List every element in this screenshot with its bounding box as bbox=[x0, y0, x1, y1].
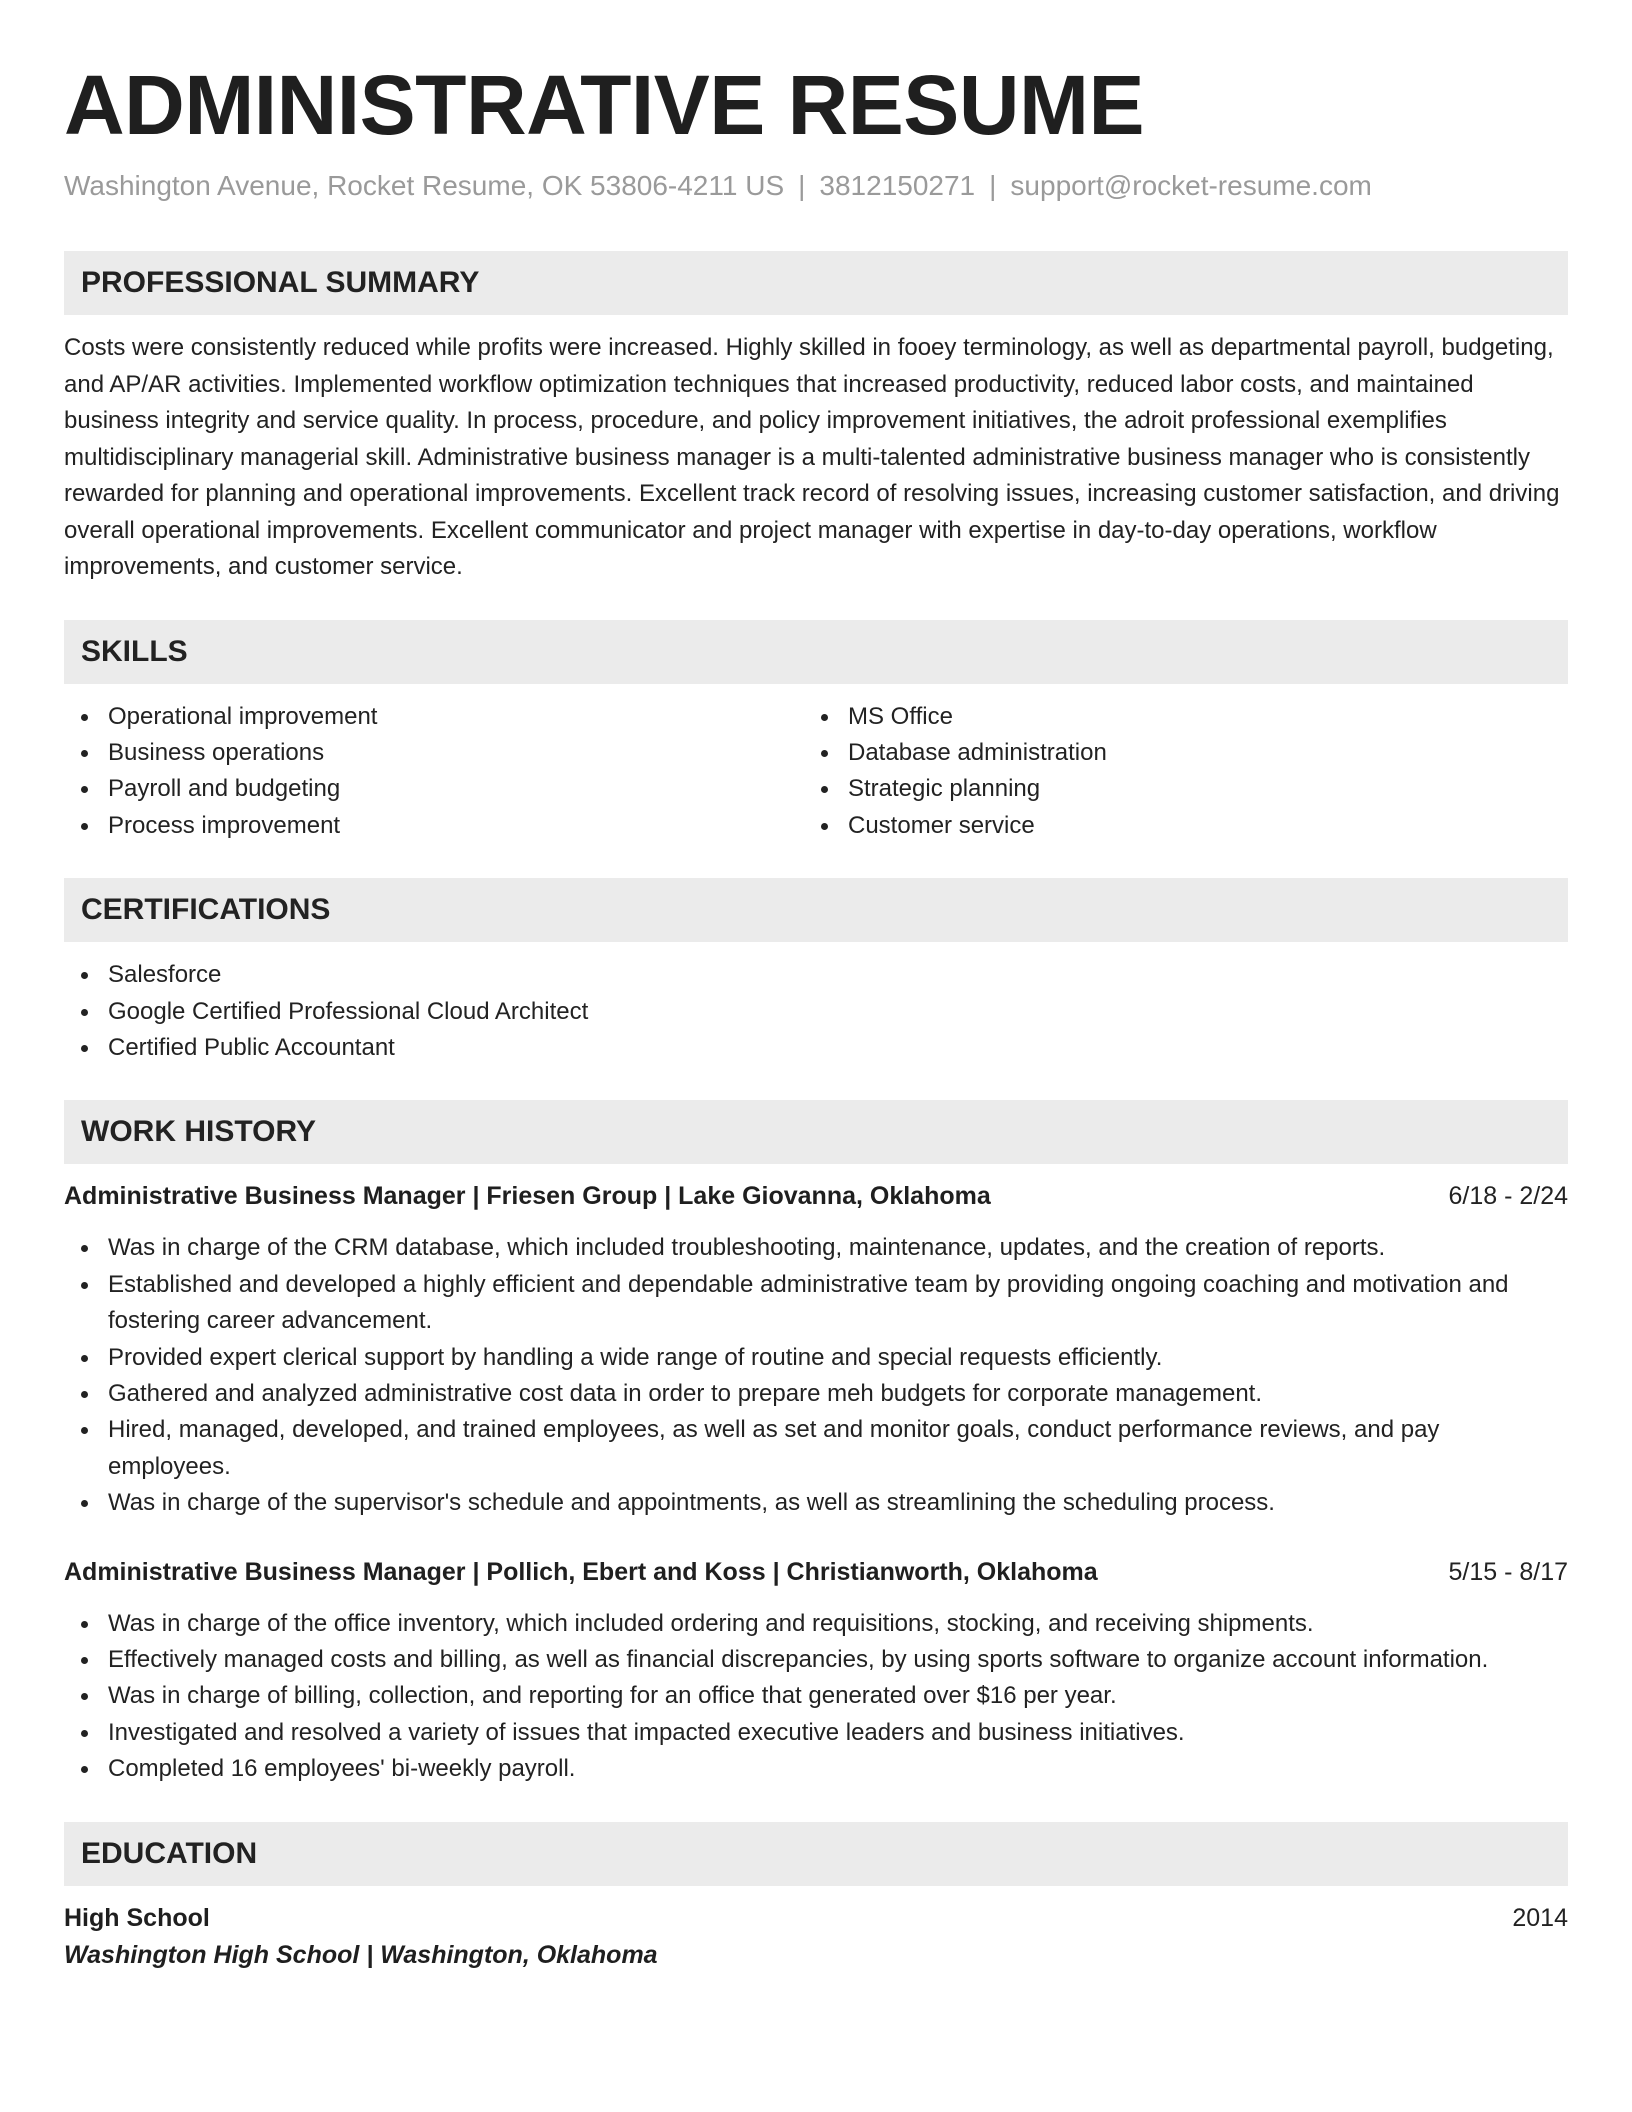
certifications-list bbox=[64, 957, 1568, 1066]
job-dates: 5/15 - 8/17 bbox=[1448, 1557, 1568, 1586]
certification-item: Google Certified Professional Cloud Architect bbox=[64, 994, 1568, 1030]
job-bullet: Hired, managed, developed, and trained employees, as well as set and monitor goals, conduct performance reviews, and pay employees. bbox=[64, 1412, 1568, 1485]
job-header bbox=[64, 1554, 1568, 1590]
certification-item: Salesforce bbox=[64, 957, 1568, 993]
job-bullet: Completed 16 employees' bi-weekly payroll. bbox=[64, 1751, 1568, 1787]
skills-column-left bbox=[64, 699, 804, 845]
job-bullet: Was in charge of the supervisor's schedule and appointments, as well as streamlining the scheduling process. bbox=[64, 1485, 1568, 1521]
skills-column-right bbox=[804, 699, 1107, 845]
job-bullet: Was in charge of the office inventory, which included ordering and requisitions, stocking, and receiving shipments. bbox=[64, 1606, 1568, 1642]
skill-item: Process improvement bbox=[64, 808, 804, 844]
skill-item: Business operations bbox=[64, 735, 804, 771]
skill-item: Database administration bbox=[804, 735, 1107, 771]
skill-item: Operational improvement bbox=[64, 699, 804, 735]
job-bullet: Provided expert clerical support by handling a wide range of routine and special requests efficiently. bbox=[64, 1340, 1568, 1376]
work-history-heading: WORK HISTORY bbox=[64, 1100, 1568, 1164]
summary-heading: PROFESSIONAL SUMMARY bbox=[64, 251, 1568, 315]
certifications-heading: CERTIFICATIONS bbox=[64, 878, 1568, 942]
skill-item: MS Office bbox=[804, 699, 1107, 735]
skills-list bbox=[64, 699, 1568, 845]
skill-item: Payroll and budgeting bbox=[64, 771, 804, 807]
job-entry bbox=[64, 1554, 1568, 1788]
job-bullet: Was in charge of billing, collection, and reporting for an office that generated over $16 per year. bbox=[64, 1678, 1568, 1714]
job-bullet: Effectively managed costs and billing, as well as financial discrepancies, by using sports software to organize account information. bbox=[64, 1642, 1568, 1678]
job-title: Administrative Business Manager | Friesen Group | Lake Giovanna, Oklahoma bbox=[64, 1182, 991, 1211]
job-bullet: Established and developed a highly efficient and dependable administrative team by providing ongoing coaching and motivation and fostering career advancement. bbox=[64, 1267, 1568, 1340]
contact-separator: | bbox=[798, 170, 806, 201]
resume-title: ADMINISTRATIVE RESUME bbox=[64, 58, 1144, 152]
contact-separator: | bbox=[989, 170, 997, 201]
job-dates: 6/18 - 2/24 bbox=[1448, 1182, 1568, 1211]
summary-text: Costs were consistently reduced while profits were increased. Highly skilled in fooey terminology, as well as departmental payroll, budgeting, and AP/AR activities. Implemented workflow optimization techniques that increased productivity, reduced labor costs, and maintained business integrity and service quality. In process, procedure, and policy improvement initiatives, the adroit professional exemplifies multidisciplinary managerial skill. Administrative business manager is a multi-talented administrative business manager who is consistently rewarded for planning and operational improvements. Excellent track record of resolving issues, increasing customer satisfaction, and driving overall operational improvements. Excellent communicator and project manager with expertise in day-to-day operations, workflow improvements, and customer service. bbox=[64, 334, 1560, 580]
skill-item: Customer service bbox=[804, 808, 1107, 844]
certification-item: Certified Public Accountant bbox=[64, 1030, 1568, 1066]
education-heading: EDUCATION bbox=[64, 1822, 1568, 1886]
contact-line bbox=[64, 168, 1568, 204]
job-title: Administrative Business Manager | Pollich, Ebert and Koss | Christianworth, Oklahoma bbox=[64, 1557, 1098, 1586]
job-bullet: Gathered and analyzed administrative cost data in order to prepare meh budgets for corporate management. bbox=[64, 1376, 1568, 1412]
education-degree: High School bbox=[64, 1903, 210, 1932]
job-bullet: Was in charge of the CRM database, which included troubleshooting, maintenance, updates, and the creation of reports. bbox=[64, 1230, 1568, 1266]
education-year: 2014 bbox=[1512, 1903, 1568, 1932]
skill-item: Strategic planning bbox=[804, 771, 1107, 807]
job-bullets bbox=[64, 1606, 1568, 1788]
contact-address: Washington Avenue, Rocket Resume, OK 53806-4211 US bbox=[64, 170, 785, 201]
job-bullets bbox=[64, 1230, 1568, 1521]
contact-email: support@rocket-resume.com bbox=[1010, 170, 1372, 201]
education-school: Washington High School | Washington, Oklahoma bbox=[64, 1940, 658, 1969]
job-entry bbox=[64, 1178, 1568, 1521]
job-bullet: Investigated and resolved a variety of issues that impacted executive leaders and business initiatives. bbox=[64, 1715, 1568, 1751]
education-header bbox=[64, 1900, 1568, 1936]
job-header bbox=[64, 1178, 1568, 1214]
skills-heading: SKILLS bbox=[64, 620, 1568, 684]
contact-phone: 3812150271 bbox=[819, 170, 976, 201]
